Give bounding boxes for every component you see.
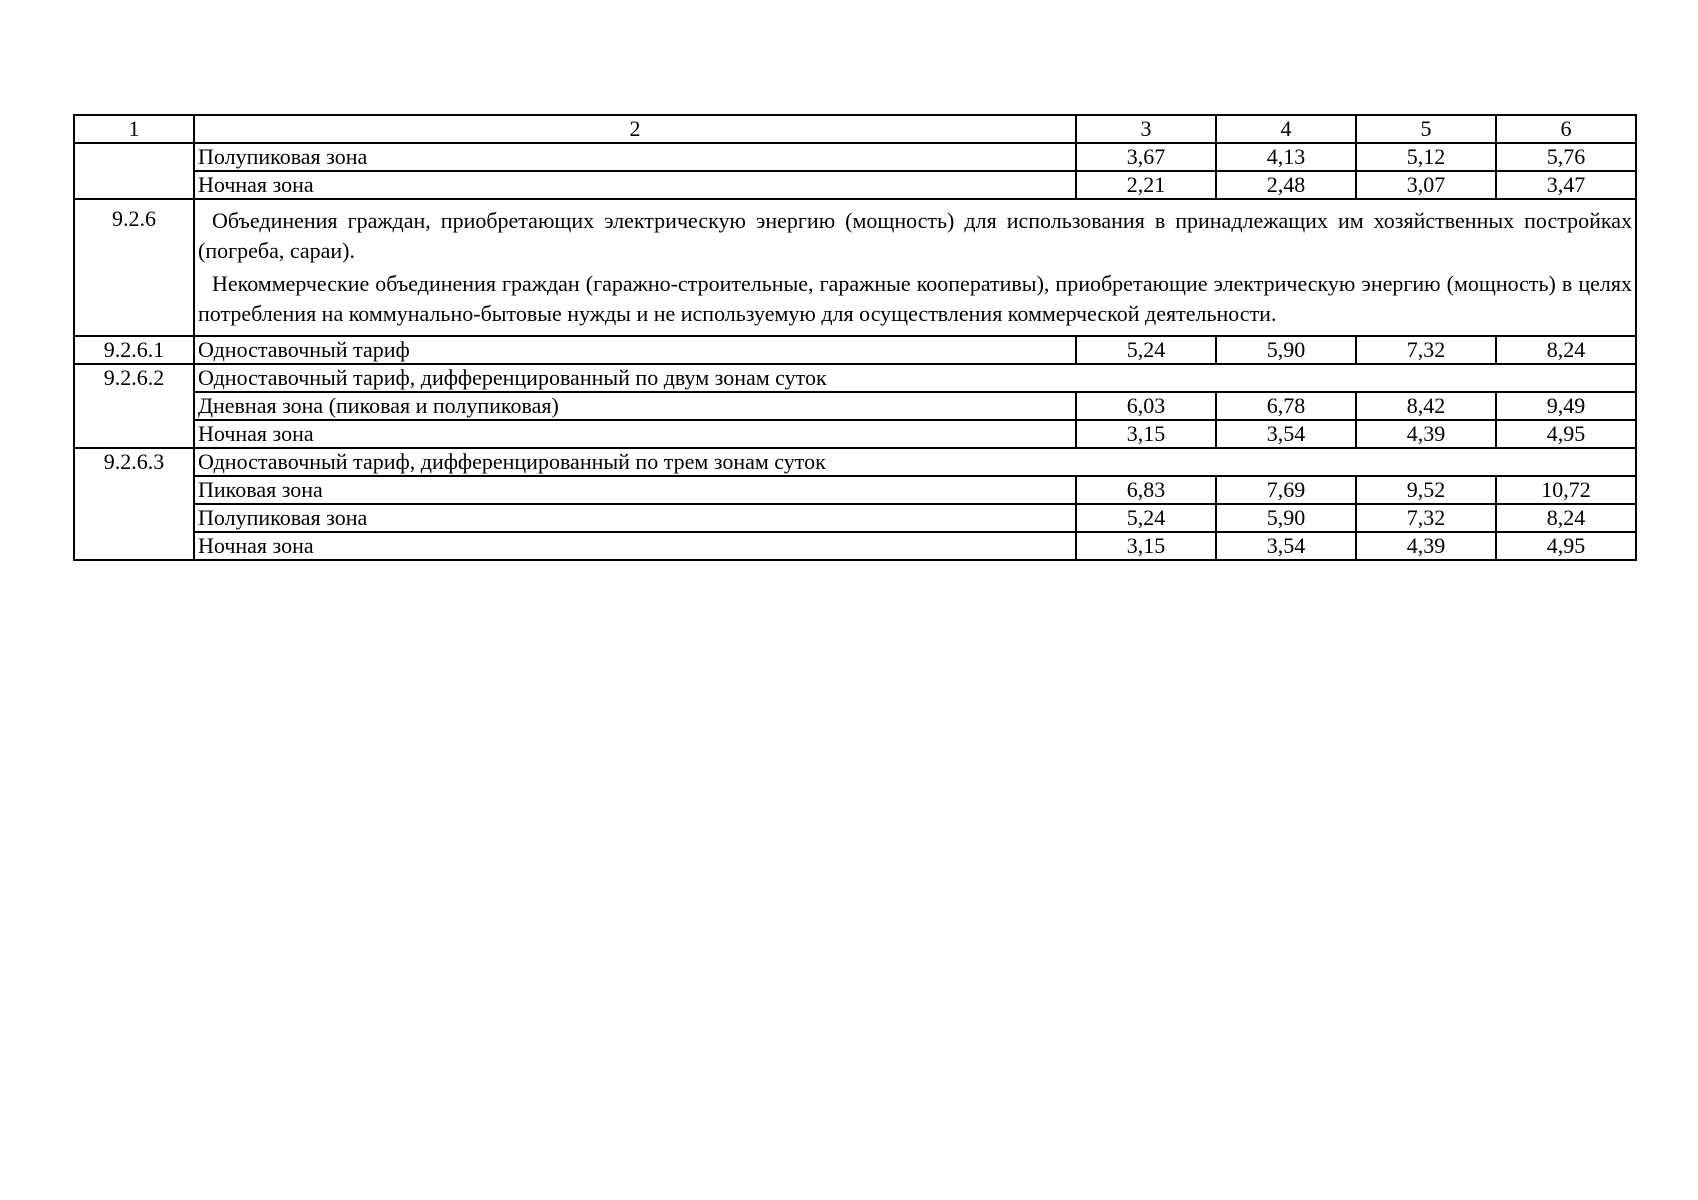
- value-cell: 6,03: [1076, 392, 1216, 420]
- section-paragraph: Объединения граждан, приобретающих электрическую энергию (мощность) для использования в принадлежащих им хозяйственных постройках (погреба, сараи).: [198, 208, 1632, 263]
- row-label: Полупиковая зона: [194, 504, 1076, 532]
- value-cell: 3,47: [1496, 171, 1636, 199]
- value-cell: 4,95: [1496, 420, 1636, 448]
- header-col-5: 5: [1356, 115, 1496, 143]
- value-cell: 7,32: [1356, 504, 1496, 532]
- row-label: Ночная зона: [194, 171, 1076, 199]
- group-title-row: [74, 364, 1636, 392]
- table-row: [74, 336, 1636, 364]
- section-row: [74, 199, 1636, 336]
- table-row: [74, 143, 1636, 171]
- table-row: [74, 420, 1636, 448]
- header-row: [74, 115, 1636, 143]
- value-cell: 5,90: [1216, 336, 1356, 364]
- value-cell: 2,48: [1216, 171, 1356, 199]
- table-row: [74, 532, 1636, 560]
- value-cell: 5,90: [1216, 504, 1356, 532]
- section-description: [194, 199, 1636, 336]
- value-cell: 5,12: [1356, 143, 1496, 171]
- value-cell: 2,21: [1076, 171, 1216, 199]
- value-cell: 3,07: [1356, 171, 1496, 199]
- table-row: [74, 504, 1636, 532]
- group-title: Одноставочный тариф, дифференцированный по двум зонам суток: [194, 364, 1636, 392]
- value-cell: 4,39: [1356, 420, 1496, 448]
- value-cell: 3,67: [1076, 143, 1216, 171]
- header-col-6: 6: [1496, 115, 1636, 143]
- value-cell: 9,52: [1356, 476, 1496, 504]
- value-cell: 5,24: [1076, 504, 1216, 532]
- row-label: Полупиковая зона: [194, 143, 1076, 171]
- value-cell: 10,72: [1496, 476, 1636, 504]
- row-label: Пиковая зона: [194, 476, 1076, 504]
- table-row: [74, 392, 1636, 420]
- value-cell: 3,54: [1216, 532, 1356, 560]
- value-cell: 4,13: [1216, 143, 1356, 171]
- tariff-table: [73, 114, 1637, 561]
- value-cell: 3,15: [1076, 532, 1216, 560]
- value-cell: 3,54: [1216, 420, 1356, 448]
- row-code: 9.2.6.3: [74, 448, 194, 560]
- value-cell: 8,24: [1496, 336, 1636, 364]
- group-title-row: [74, 448, 1636, 476]
- value-cell: 8,24: [1496, 504, 1636, 532]
- value-cell: 6,83: [1076, 476, 1216, 504]
- header-col-1: 1: [74, 115, 194, 143]
- value-cell: 4,39: [1356, 532, 1496, 560]
- row-code: 9.2.6.1: [74, 336, 194, 364]
- value-cell: 7,32: [1356, 336, 1496, 364]
- header-col-3: 3: [1076, 115, 1216, 143]
- value-cell: 8,42: [1356, 392, 1496, 420]
- value-cell: 4,95: [1496, 532, 1636, 560]
- section-code: 9.2.6: [74, 199, 194, 336]
- value-cell: 9,49: [1496, 392, 1636, 420]
- value-cell: 5,24: [1076, 336, 1216, 364]
- row-code: 9.2.6.2: [74, 364, 194, 448]
- table-row: [74, 171, 1636, 199]
- header-col-4: 4: [1216, 115, 1356, 143]
- group-title: Одноставочный тариф, дифференцированный по трем зонам суток: [194, 448, 1636, 476]
- table-row: [74, 476, 1636, 504]
- row-label: Дневная зона (пиковая и полупиковая): [194, 392, 1076, 420]
- value-cell: 3,15: [1076, 420, 1216, 448]
- empty-code-cell: [74, 143, 194, 199]
- section-paragraph: Некоммерческие объединения граждан (гаражно-строительные, гаражные кооперативы), приобретающие электрическую энергию (мощность) в целях потребления на коммунально-бытовые нужды и не используемую для осуществления коммерческой деятельности.: [198, 271, 1632, 326]
- value-cell: 5,76: [1496, 143, 1636, 171]
- value-cell: 6,78: [1216, 392, 1356, 420]
- row-label: Одноставочный тариф: [194, 336, 1076, 364]
- row-label: Ночная зона: [194, 532, 1076, 560]
- row-label: Ночная зона: [194, 420, 1076, 448]
- header-col-2: 2: [194, 115, 1076, 143]
- value-cell: 7,69: [1216, 476, 1356, 504]
